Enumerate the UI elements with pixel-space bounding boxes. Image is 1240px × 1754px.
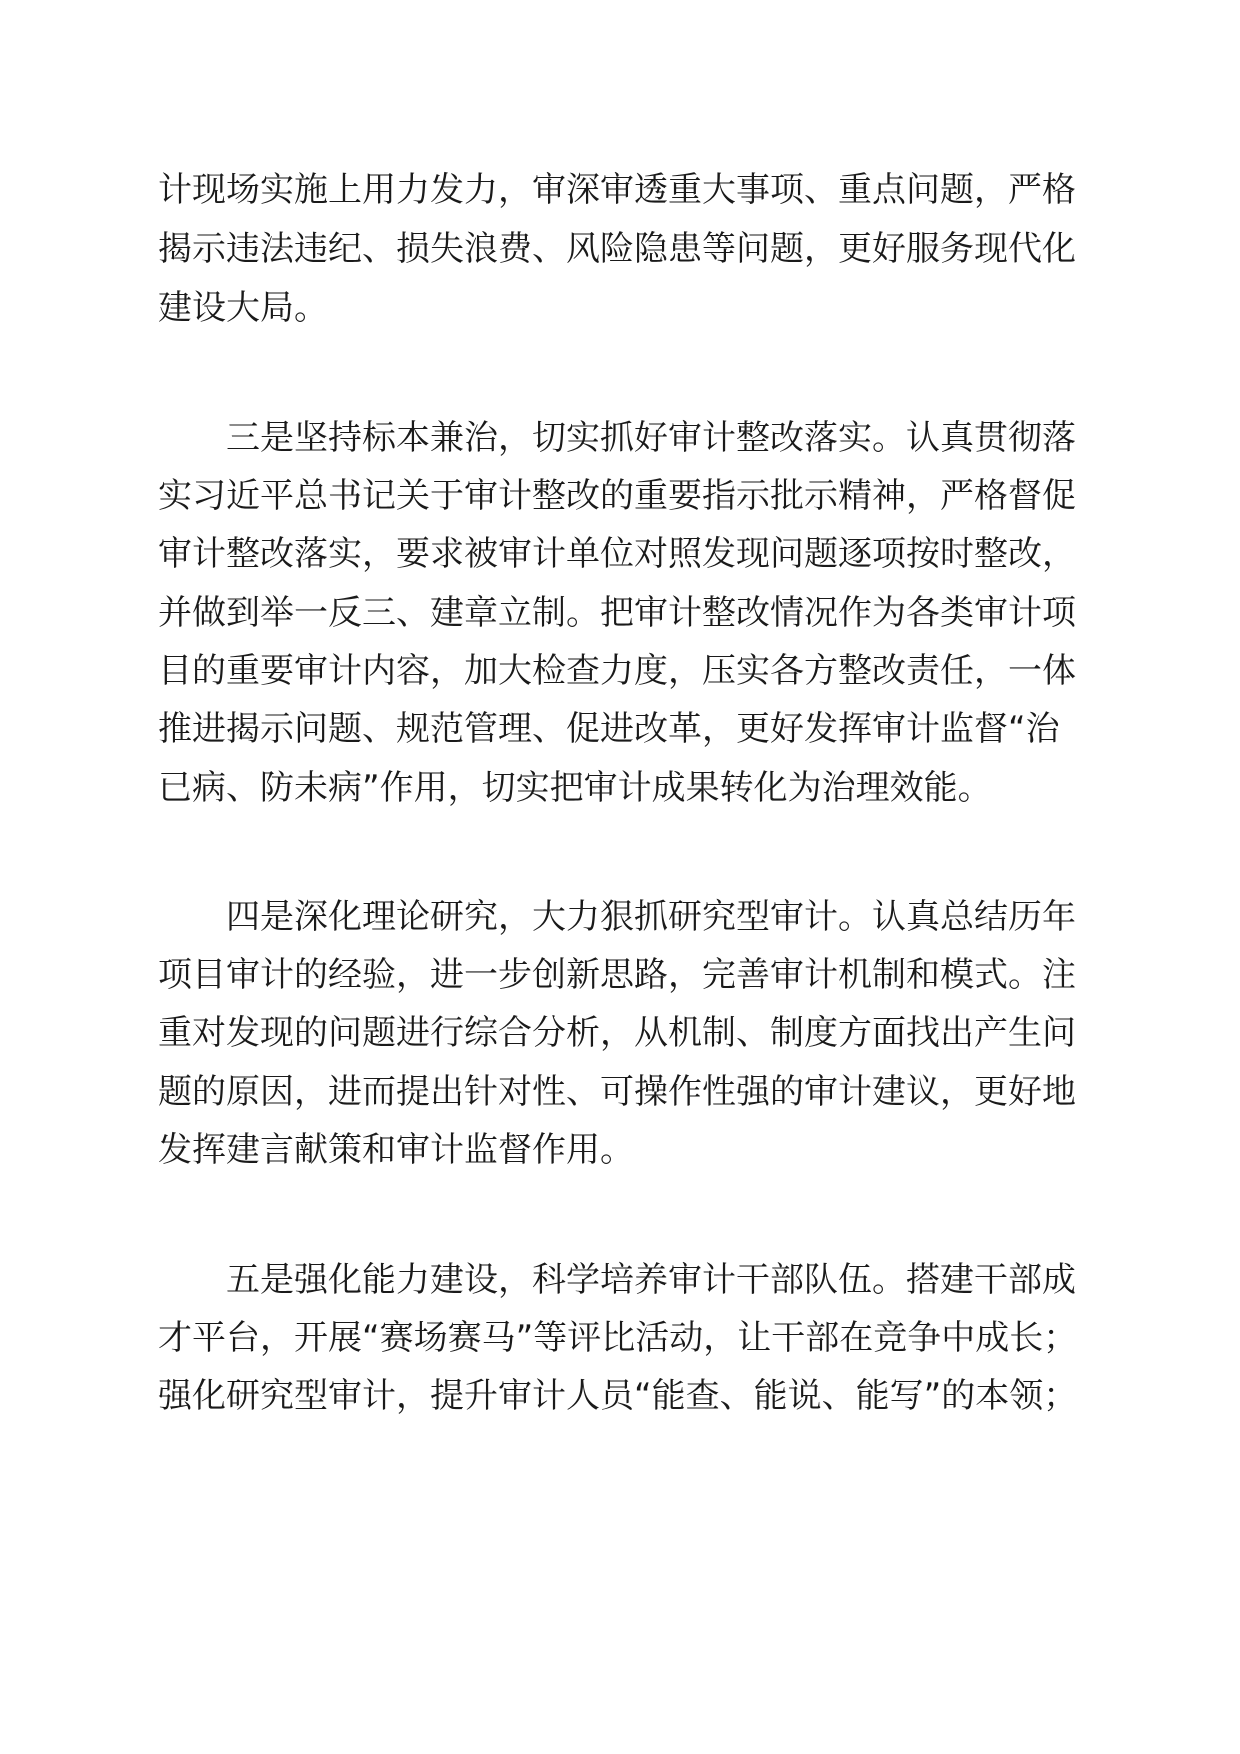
paragraph-line: 重对发现的问题进行综合分析，从机制、制度方面找出产生问: [158, 1013, 1076, 1053]
paragraph-line: 四是深化理论研究，大力狠抓研究型审计。认真总结历年: [226, 897, 1076, 937]
paragraph-line: 已病、防未病”作用，切实把审计成果转化为治理效能。: [158, 768, 992, 808]
paragraph-line: 目的重要审计内容，加大检查力度，压实各方整改责任，一体: [158, 651, 1076, 691]
paragraph-line: 项目审计的经验，进一步创新思路，完善审计机制和模式。注: [158, 955, 1076, 995]
paragraph-line: 题的原因，进而提出针对性、可操作性强的审计建议，更好地: [158, 1072, 1076, 1112]
paragraph-line: 发挥建言献策和审计监督作用。: [158, 1130, 634, 1170]
paragraph-line: 三是坚持标本兼治，切实抓好审计整改落实。认真贯彻落: [226, 418, 1076, 458]
paragraph-line: 才平台，开展“赛场赛马”等评比活动，让干部在竞争中成长；: [158, 1318, 1078, 1358]
paragraph-line: 并做到举一反三、建章立制。把审计整改情况作为各类审计项: [158, 593, 1076, 633]
paragraph-line: 计现场实施上用力发力，审深审透重大事项、重点问题，严格: [158, 170, 1076, 210]
paragraph-line: 推进揭示问题、规范管理、促进改革，更好发挥审计监督“治: [158, 709, 1060, 749]
paragraph-line: 揭示违法违纪、损失浪费、风险隐患等问题，更好服务现代化: [158, 229, 1076, 269]
paragraph-line: 审计整改落实，要求被审计单位对照发现问题逐项按时整改，: [158, 534, 1076, 574]
paragraph-line: 强化研究型审计，提升审计人员“能查、能说、能写”的本领；: [158, 1376, 1078, 1416]
paragraph-line: 建设大局。: [158, 288, 328, 328]
paragraph-line: 五是强化能力建设，科学培养审计干部队伍。搭建干部成: [226, 1260, 1076, 1300]
paragraph-line: 实习近平总书记关于审计整改的重要指示批示精神，严格督促: [158, 476, 1076, 516]
